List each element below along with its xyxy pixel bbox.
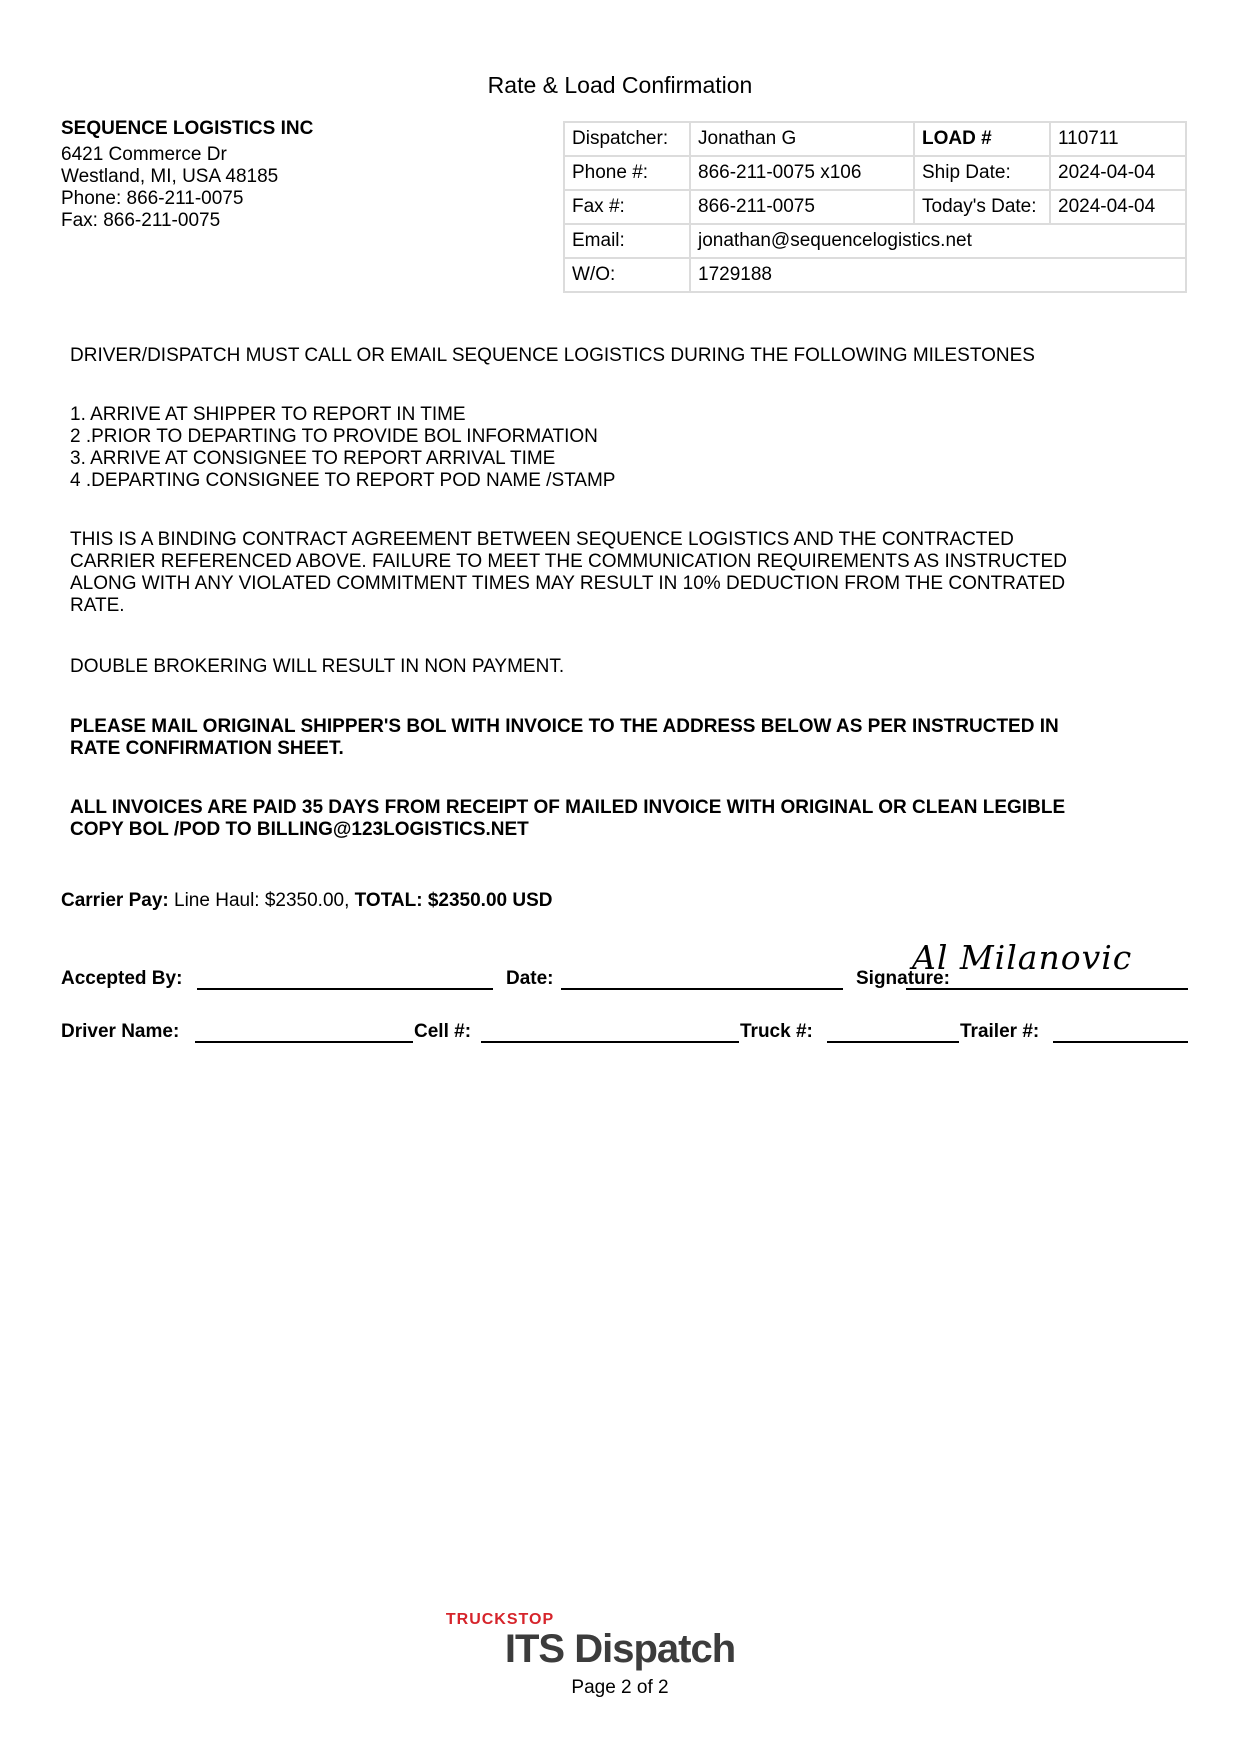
accepted-by-field[interactable] (197, 958, 493, 990)
dispatcher-label: Dispatcher: (564, 122, 690, 156)
load-number-label: LOAD # (914, 122, 1050, 156)
milestone-item: 3. ARRIVE AT CONSIGNEE TO REPORT ARRIVAL TIME (70, 448, 556, 469)
contract-line: RATE. (70, 595, 125, 616)
double-brokering-notice: DOUBLE BROKERING WILL RESULT IN NON PAYMENT. (70, 656, 565, 677)
driver-name-label: Driver Name: (61, 1021, 180, 1042)
contract-paragraph (70, 529, 1180, 617)
date-field[interactable] (561, 958, 843, 990)
signature-label: Signature: (856, 968, 950, 989)
info-row-phone (564, 156, 1186, 190)
truckstop-wordmark: TRUCKSTOP (445, 1611, 555, 1628)
document-title: Rate & Load Confirmation (487, 72, 753, 98)
contract-line: ALONG WITH ANY VIOLATED COMMITMENT TIMES MAY RESULT IN 10% DEDUCTION FROM THE CONTRATED (70, 573, 1066, 594)
load-info-table (563, 121, 1187, 293)
contract-line: CARRIER REFERENCED ABOVE. FAILURE TO MEET THE COMMUNICATION REQUIREMENTS AS INSTRUCTED (70, 551, 1067, 572)
email-value: jonathan@sequencelogistics.net (690, 224, 1186, 258)
mail-instructions (70, 716, 1180, 760)
truck-label: Truck #: (740, 1021, 813, 1042)
invoice-instructions (70, 797, 1180, 841)
date-label: Date: (506, 968, 554, 989)
total-amount: TOTAL: $2350.00 USD (354, 890, 553, 911)
milestone-item: 1. ARRIVE AT SHIPPER TO REPORT IN TIME (70, 404, 466, 425)
fax-value: 866-211-0075 (690, 190, 914, 224)
carrier-pay-label: Carrier Pay: (61, 890, 169, 911)
invoice-line: ALL INVOICES ARE PAID 35 DAYS FROM RECEIPT OF MAILED INVOICE WITH ORIGINAL OR CLEAN LEGIBLE (70, 797, 1066, 818)
milestone-item: 2 .PRIOR TO DEPARTING TO PROVIDE BOL INFORMATION (70, 426, 598, 447)
dispatcher-value: Jonathan G (690, 122, 914, 156)
info-row-fax (564, 190, 1186, 224)
line-haul-amount: Line Haul: $2350.00, (174, 890, 350, 911)
milestones-heading: DRIVER/DISPATCH MUST CALL OR EMAIL SEQUENCE LOGISTICS DURING THE FOLLOWING MILESTONES (70, 345, 1035, 366)
company-fax: Fax: 866-211-0075 (61, 210, 221, 231)
todays-date-label: Today's Date: (914, 190, 1050, 224)
cell-label: Cell #: (414, 1021, 472, 1042)
info-row-wo (564, 258, 1186, 292)
carrier-pay (61, 890, 552, 912)
wo-label: W/O: (564, 258, 690, 292)
ship-date-label: Ship Date: (914, 156, 1050, 190)
driver-name-field[interactable] (195, 1011, 413, 1043)
trailer-label: Trailer #: (960, 1021, 1040, 1042)
company-name: SEQUENCE LOGISTICS INC (61, 118, 314, 139)
wo-value: 1729188 (690, 258, 1186, 292)
info-row-dispatcher (564, 122, 1186, 156)
page-number: Page 2 of 2 (571, 1677, 669, 1698)
todays-date-value: 2024-04-04 (1050, 190, 1186, 224)
load-number-value: 110711 (1050, 122, 1186, 156)
its-dispatch-logo: ITS Dispatch (504, 1627, 736, 1671)
phone-value: 866-211-0075 x106 (690, 156, 914, 190)
company-block (61, 118, 313, 232)
ship-date-value: 2024-04-04 (1050, 156, 1186, 190)
email-label: Email: (564, 224, 690, 258)
company-address-line1: 6421 Commerce Dr (61, 144, 227, 165)
mail-line: RATE CONFIRMATION SHEET. (70, 738, 344, 759)
invoice-line: COPY BOL /POD TO BILLING@123LOGISTICS.NET (70, 819, 529, 840)
mail-line: PLEASE MAIL ORIGINAL SHIPPER'S BOL WITH INVOICE TO THE ADDRESS BELOW AS PER INSTRUCTED IN (70, 716, 1059, 737)
company-address-line2: Westland, MI, USA 48185 (61, 166, 279, 187)
accepted-by-label: Accepted By: (61, 968, 183, 989)
cell-field[interactable] (481, 1011, 739, 1043)
info-row-email (564, 224, 1186, 258)
contract-line: THIS IS A BINDING CONTRACT AGREEMENT BETWEEN SEQUENCE LOGISTICS AND THE CONTRACTED (70, 529, 1014, 550)
phone-label: Phone #: (564, 156, 690, 190)
fax-label: Fax #: (564, 190, 690, 224)
trailer-field[interactable] (1053, 1011, 1188, 1043)
milestone-item: 4 .DEPARTING CONSIGNEE TO REPORT POD NAME /STAMP (70, 470, 616, 491)
truck-field[interactable] (827, 1011, 959, 1043)
company-phone: Phone: 866-211-0075 (61, 188, 244, 209)
handwritten-signature: Al Milanovic (912, 938, 1133, 977)
driver-row (61, 1013, 1188, 1043)
milestones-list (70, 404, 1180, 492)
